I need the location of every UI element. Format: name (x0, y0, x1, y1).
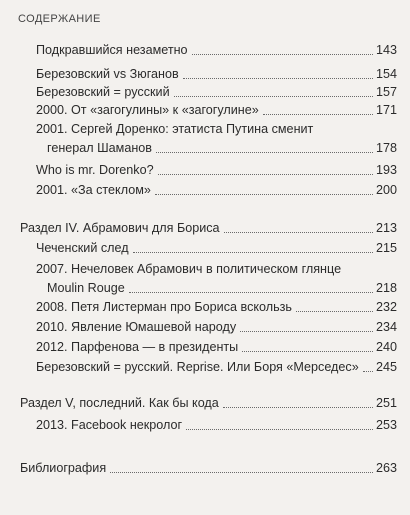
toc-entry[interactable] (36, 43, 397, 58)
toc-entry[interactable] (36, 103, 397, 118)
toc-entry[interactable] (36, 418, 397, 433)
toc-section-page: 251 (375, 396, 397, 410)
toc-entry-title: 2010. Явление Юмашевой народу (36, 320, 237, 334)
toc-entry-title: Чеченский след (36, 241, 129, 255)
toc-entry-title: Березовский = русский. Reprise. Или Боря «Мерседес» (36, 360, 359, 374)
toc-entry-title: Moulin Rouge (47, 281, 125, 295)
dot-leader (363, 370, 373, 372)
dot-leader (296, 310, 373, 312)
dot-leader (192, 53, 373, 55)
toc-entry-title: 2001. «За стеклом» (36, 183, 151, 197)
toc-entry-title: Who is mr. Dorenko? (36, 163, 154, 177)
toc-entry[interactable] (36, 360, 397, 375)
toc-section-title: Раздел IV. Абрамович для Бориса (20, 221, 220, 235)
toc-entry-title-line1[interactable]: 2001. Сергей Доренко: этатиста Путина сменит (36, 122, 314, 136)
toc-entry[interactable] (36, 163, 397, 178)
toc-entry-title: 2012. Парфенова — в президенты (36, 340, 239, 354)
toc-entry-page: 245 (375, 360, 397, 374)
toc-entry-title: 2008. Петя Листерман про Бориса вскользь (36, 300, 292, 314)
toc-entry[interactable] (36, 67, 397, 82)
toc-entry[interactable] (36, 85, 397, 100)
toc-entry-page: 218 (375, 281, 397, 295)
toc-entry-title: генерал Шаманов (47, 141, 152, 155)
toc-entry-title: Подкравшийся незаметно (36, 43, 188, 57)
dot-leader (242, 350, 373, 352)
toc-section-page: 263 (375, 461, 397, 475)
toc-entry-title-line1[interactable]: 2007. Нечеловек Абрамович в политическом глянце (36, 262, 342, 276)
dot-leader (156, 151, 373, 153)
toc-entry-title: 2013. Facebook некролог (36, 418, 183, 432)
toc-section-page: 213 (375, 221, 397, 235)
toc-entry-page: 215 (375, 241, 397, 255)
toc-entry[interactable] (36, 320, 397, 335)
toc-entry[interactable] (47, 141, 397, 156)
toc-section[interactable] (20, 461, 397, 476)
toc-entry-page: 234 (375, 320, 397, 334)
toc-entry-page: 232 (375, 300, 397, 314)
toc-header: СОДЕРЖАНИЕ (18, 13, 101, 25)
dot-leader (155, 193, 373, 195)
toc-section[interactable] (20, 396, 397, 411)
dot-leader (129, 291, 373, 293)
toc-entry-page: 253 (375, 418, 397, 432)
dot-leader (158, 173, 373, 175)
toc-entry[interactable] (36, 183, 397, 198)
dot-leader (186, 428, 373, 430)
dot-leader (263, 113, 373, 115)
dot-leader (183, 77, 373, 79)
toc-entry-title: 2000. От «загогулины» к «загогулине» (36, 103, 259, 117)
toc-entry-page: 157 (375, 85, 397, 99)
toc-entry-page: 143 (375, 43, 397, 57)
toc-entry[interactable] (36, 340, 397, 355)
toc-entry[interactable] (47, 281, 397, 296)
toc-entry[interactable] (36, 300, 397, 315)
toc-entry[interactable] (36, 241, 397, 256)
toc-entry-page: 154 (375, 67, 397, 81)
toc-entry-page: 240 (375, 340, 397, 354)
dot-leader (174, 95, 373, 97)
toc-entry-title: Березовский vs Зюганов (36, 67, 179, 81)
dot-leader (110, 471, 373, 473)
toc-section-title: Библиография (20, 461, 107, 475)
dot-leader (224, 231, 373, 233)
toc-entry-page: 193 (375, 163, 397, 177)
toc-entry-title: Березовский = русский (36, 85, 170, 99)
toc-entry-page: 178 (375, 141, 397, 155)
dot-leader (223, 406, 373, 408)
toc-section[interactable] (20, 221, 397, 236)
toc-entry-page: 200 (375, 183, 397, 197)
toc-section-title: Раздел V, последний. Как бы кода (20, 396, 219, 410)
toc-entry-page: 171 (375, 103, 397, 117)
dot-leader (133, 251, 373, 253)
dot-leader (240, 330, 373, 332)
